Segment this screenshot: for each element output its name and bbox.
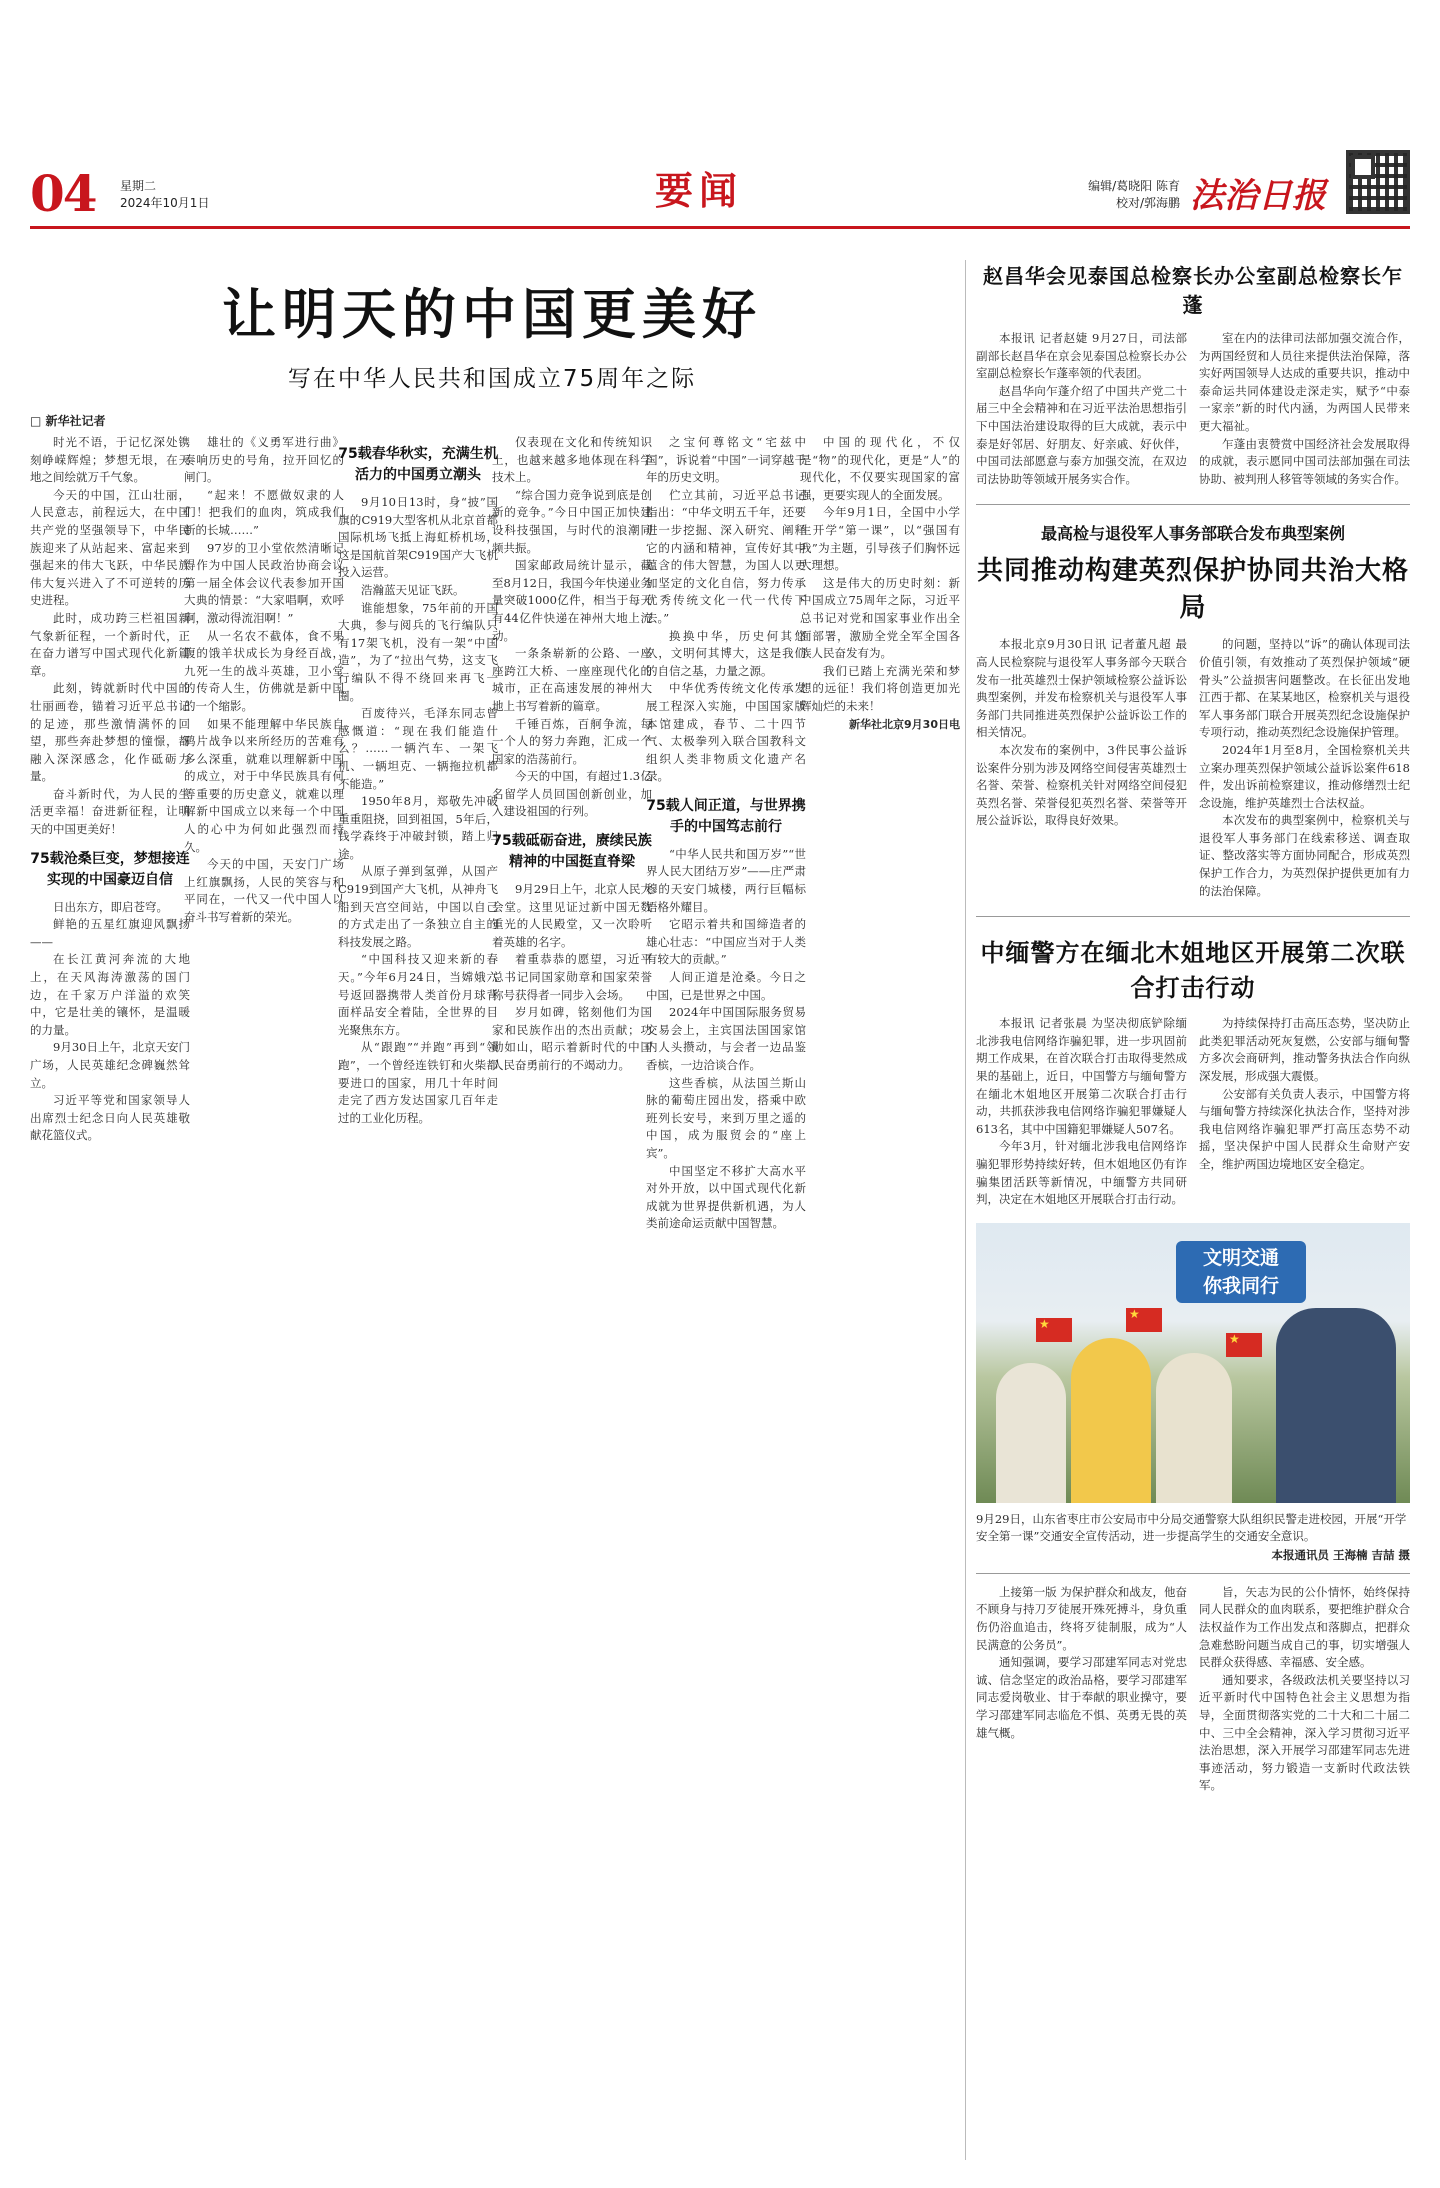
paragraph: 9月10日13时，身“披”国旗的C919大型客机从北京首都国际机场飞抵上海虹桥机场，这是国航首架C919国产大飞机投入运营。 xyxy=(338,495,498,580)
issue-date xyxy=(120,178,209,212)
lead-col2-paragraphs xyxy=(184,434,344,927)
paragraph: 今天的中国，天安门广场上红旗飘扬，人民的笑容与和平同在，一代又一代中国人以奋斗书写着新的荣光。 xyxy=(184,857,344,925)
lead-col5-paragraphs xyxy=(646,434,806,786)
paragraph: 从一名农不截体，食不果腹的饿羊状成长为身经百战，九死一生的战斗英雄，卫小堂的传奇人生，仿佛就是新中国的一个缩影。 xyxy=(184,628,344,713)
page-number: 04 xyxy=(30,164,96,223)
banner-line-2: 你我同行 xyxy=(1202,1274,1279,1297)
paragraph: 之宝何尊铭文“宅兹中国”，诉说着“中国”一词穿越千年的历史文明。 xyxy=(646,435,806,485)
story3-body xyxy=(976,636,1410,900)
paragraph: 从“跟跑”“并跑”再到“领跑”，一个曾经连铁钉和火柴都要进口的国家，用几十年时间走完了西方发达国家几百年走过的工业化历程。 xyxy=(338,1040,498,1125)
paragraph: 时光不语，于记忆深处镌刻峥嵘辉煌；梦想无垠，在天地之间绘就万千气象。 xyxy=(30,435,190,485)
lead-subhead: 写在中华人民共和国成立75周年之际 xyxy=(287,366,697,392)
story5-right xyxy=(1199,1584,1410,1795)
paragraph: 本报讯 记者赵婕 9月27日，司法部副部长赵昌华在京会见泰国总检察长办公室副总检察长乍蓬率领的代表团。 xyxy=(976,331,1187,381)
story3-right xyxy=(1199,636,1410,900)
photo-figure xyxy=(1276,1308,1396,1503)
date: 2024年10月1日 xyxy=(120,196,210,210)
story3-title: 共同推动构建英烈保护协同共治大格局 xyxy=(976,556,1409,624)
paragraph: “中华人民共和国万岁”“世界人民大团结万岁”——庄严肃穆的天安门城楼，两行巨幅标语格外耀目。 xyxy=(646,846,806,914)
paragraph: 今天的中国，有超过1.3亿名留学人员回国创新创业，加入建设祖国的行列。 xyxy=(492,769,652,819)
paragraph: 它昭示着共和国缔造者的雄心壮志：“中国应当对于人类有较大的贡献。” xyxy=(646,917,806,967)
paragraph: 公安部有关负责人表示，中国警方将与缅甸警方持续深化执法合作，坚持对涉我电信网络诈骗犯罪严打高压态势不动摇，坚决保护中国人民群众生命财产安全，维护两国边境地区安全稳定。 xyxy=(1199,1086,1410,1171)
paragraph: 奋斗新时代，为人民的生活更幸福！奋进新征程，让明天的中国更美好！ xyxy=(30,786,190,837)
lead-col6-paragraphs xyxy=(800,434,960,716)
paragraph: 通知要求，各级政法机关要坚持以习近平新时代中国特色社会主义思想为指导，全面贯彻落实党的二十大和二十届二中、三中全会精神，深入学习贯彻习近平法治思想，深入开展学习邵建军同志先进事迹活动，努力锻造一支新时代政法铁军。 xyxy=(1199,1672,1410,1793)
banner-line-1: 文明交通 xyxy=(1202,1246,1279,1269)
paragraph: 本次发布的案例中，3件民事公益诉讼案件分别为涉及网络空间侵害英雄烈士名誉、荣誉、检察机关针对网络空间侵犯英烈名誉、荣誉侵犯英烈名誉、荣誉等开展公益诉讼，取得良好效果。 xyxy=(976,742,1187,828)
paragraph: 此时，成功跨三栏祖国新气象新征程，一个新时代，正在奋力谱写中国式现代化新篇章。 xyxy=(30,610,190,678)
lead-col1-paragraphs xyxy=(30,434,190,839)
paragraph: 通知强调，要学习邵建军同志对党忠诚、信念坚定的政治品格，要学习邵建军同志爱岗敬业、甘于奉献的职业操守，要学习邵建军同志临危不惧、英勇无畏的英雄气概。 xyxy=(976,1655,1187,1740)
section-title: 要闻 xyxy=(655,168,744,213)
paragraph: 为持续保持打击高压态势，坚决防止此类犯罪活动死灰复燃，公安部与缅甸警方多次会商研判，推动警务执法合作向纵深发展，形成强大震慑。 xyxy=(1199,1016,1410,1084)
paragraph: 此刻，铸就新时代中国的壮丽画卷，锚着习近平总书记的足迹，那些激情满怀的回望，那些奔赴梦想的憧憬，都融入深深感念，化作砥砺力量。 xyxy=(30,681,190,784)
lead-col5b-paragraphs xyxy=(646,846,806,1233)
story5-left xyxy=(976,1584,1187,1795)
paragraph: “中国科技又迎来新的春天。”今年6月24日，当嫦娥六号返回器携带人类首份月球背面样品安全着陆，全世界的目光聚焦东方。 xyxy=(338,952,498,1037)
story2-left xyxy=(976,330,1187,488)
editors-line-2: 校对/郭海鹏 xyxy=(1115,196,1180,210)
lead-subheading-4: 75载人间正道，与世界携手的中国笃志前行 xyxy=(646,797,806,835)
lead-col3-paragraphs xyxy=(338,494,498,1127)
lead-column-5 xyxy=(646,434,806,2154)
lead-column-6 xyxy=(800,434,960,2154)
paragraph: 中国的现代化，不仅是“物”的现代化，更是“人”的现代化，不仅要实现国家的富强，更要实现人的全面发展。 xyxy=(800,435,960,502)
editor-credits xyxy=(1050,178,1180,212)
story3-kicker: 最高检与退役军人事务部联合发布典型案例 xyxy=(1040,524,1345,544)
story2-right xyxy=(1199,330,1410,488)
lead-byline: □ 新华社记者 xyxy=(30,414,106,428)
photo-credit: 本报通讯员 王海楠 吉喆 摄 xyxy=(1271,1547,1410,1562)
lead-column-2 xyxy=(184,434,344,2154)
newspaper-logo: 法治日报 xyxy=(1190,176,1326,216)
story4-left xyxy=(976,1015,1187,1209)
paragraph: 这些香槟，从法国兰斯山脉的葡萄庄园出发，搭乘中欧班列长安号，来到万里之遥的中国，成为服贸会的“座上宾”。 xyxy=(646,1075,806,1160)
photo-banner xyxy=(1176,1241,1306,1303)
paragraph: 的问题，坚持以“诉”的确认体现司法价值引领，有效推动了英烈保护领域“硬骨头”公益损害问题整改。在长征出发地江西于都、在某某地区，检察机关与退役军人事务部门联合开展英烈纪念设施保护专项行动，推动英烈纪念设施保护管理。 xyxy=(1199,637,1410,740)
paragraph: 浩瀚蓝天见证飞跃。 xyxy=(361,582,465,597)
weekday: 星期二 xyxy=(120,179,157,193)
story4-title: 中缅警方在缅北木姐地区开展第二次联合打击行动 xyxy=(980,939,1406,1003)
story2-body xyxy=(976,330,1410,488)
paragraph: 今年9月1日，全国中小学生开学“第一课”，以“强国有我”为主题，引导孩子们胸怀远大理想。 xyxy=(800,505,960,573)
paragraph: 习近平等党和国家领导人出席烈士纪念日向人民英雄敬献花篮仪式。 xyxy=(30,1093,190,1143)
paragraph: 中国坚定不移扩大高水平对外开放，以中国式现代化新成就为世界提供新机遇，为人类前途命运贡献中国智慧。 xyxy=(646,1163,806,1231)
paragraph: 乍蓬由衷赞赏中国经济社会发展取得的成就，表示愿同中国司法部加强在司法协助、被判刑人移管等领域的务实合作。 xyxy=(1199,436,1410,486)
flag-icon xyxy=(1126,1308,1162,1332)
paragraph: 本报讯 记者张晨 为坚决彻底铲除缅北涉我电信网络诈骗犯罪，进一步巩固前期工作成果，在首次联合打击取得斐然成果的基础上，近日，中国警方与缅甸警方在缅北木姐地区开展第二次联合打击行动，共抓获涉我电信网络诈骗犯罪嫌疑人613名，其中中国籍犯罪嫌疑人507名。 xyxy=(976,1016,1187,1136)
paragraph: 9月29日上午，北京人民大会堂。这里见证过新中国无数重光的人民殿堂，又一次聆听着英雄的名字。 xyxy=(492,882,652,949)
paragraph: 谁能想象，75年前的开国大典，参与阅兵的飞行编队只有17架飞机，没有一架“中国造”，为了“拉出气势，这支飞行编队不得不绕回来再飞一圈。 xyxy=(338,600,498,703)
paragraph: 国家邮政局统计显示，截至8月12日，我国今年快递业务量突破1000亿件，相当于每天有44亿件快递在神州大地上流动。 xyxy=(492,558,652,643)
paragraph: 97岁的卫小堂依然清晰记得作为中国人民政治协商会议第一届全体会议代表参加开国大典的情景：“大家唱啊，欢呼啊，激动得流泪啊！” xyxy=(184,540,344,625)
paragraph: 从原子弹到氢弹，从国产C919到国产大飞机，从神舟飞船到天宫空间站，中国以自己的方式走出了一条独立自主的科技发展之路。 xyxy=(338,864,498,949)
paragraph: 1950年8月，郑敬先冲破重重阻挠，回到祖国，5年后，钱学森终于冲破封锁，踏上归途。 xyxy=(338,794,498,861)
photo-figure xyxy=(1071,1338,1151,1503)
paragraph: 本次发布的典型案例中，检察机关与退役军人事务部门在线索移送、调查取证、整改落实等方面协同配合，形成英烈保护工作合力，为英烈保护提供更加有力的法治保障。 xyxy=(1199,813,1410,898)
story4-body xyxy=(976,1015,1410,1209)
lead-headline: 让明天的中国更美好 xyxy=(222,283,762,346)
paragraph: 本报北京9月30日讯 记者董凡超 最高人民检察院与退役军人事务部今天联合发布一批英雄烈士保护领域检察公益诉讼典型案例，并发布检察机关与退役军人事务部门共同推进英烈保护公益诉讼工作的相关情况。 xyxy=(976,637,1187,740)
paragraph: 旨，矢志为民的公仆情怀，始终保持同人民群众的血肉联系，要把维护群众合法权益作为工作出发点和落脚点，把群众急难愁盼问题当成自己的事，切实增强人民群众获得感、幸福感、安全感。 xyxy=(1199,1584,1410,1670)
paragraph: 赵昌华向乍蓬介绍了中国共产党二十届三中全会精神和在习近平法治思想指引下中国法治建设取得的巨大成就，表示中泰是好邻居、好朋友、好亲戚、好伙伴，中国司法部愿意与泰方加强交流，在双边司法协助等领域开展务实合作。 xyxy=(976,383,1187,486)
story2-title: 赵昌华会见泰国总检察长办公室副总检察长乍蓬 xyxy=(983,264,1403,317)
photo-figure xyxy=(996,1363,1066,1503)
lead-col1b-paragraphs xyxy=(30,899,190,1145)
paragraph: 百废待兴，毛泽东同志曾感慨道：“现在我们能造什么？……一辆汽车、一架飞机、一辆坦克、一辆拖拉机都不能造。” xyxy=(338,706,498,791)
masthead-divider xyxy=(30,226,1410,229)
paragraph: 一条条崭新的公路、一座座跨江大桥、一座座现代化的城市，正在高速发展的神州大地上书写着新的篇章。 xyxy=(492,646,652,713)
paragraph: 这是伟大的历史时刻：新中国成立75周年之际，习近平总书记对党和国家事业作出全面部署，激励全党全军全国各族人民奋发有为。 xyxy=(800,575,960,661)
divider xyxy=(976,916,1410,917)
editors-line-1: 编辑/葛晓阳 陈育 xyxy=(1088,179,1180,193)
lead-subheading-2: 75载春华秋实，充满生机活力的中国勇立潮头 xyxy=(338,446,498,483)
paragraph: 2024年1月至8月，全国检察机关共立案办理英烈保护领域公益诉讼案件618件，发出诉前检察建议，推动修缮烈士纪念设施，维护英雄烈士合法权益。 xyxy=(1199,742,1410,810)
paragraph: 中华优秀传统文化传承发展工程深入实施，中国国家版本馆建成，春节、二十四节气、太极拳列入联合国教科文组织人类非物质文化遗产名录。 xyxy=(646,681,806,784)
divider xyxy=(976,504,1410,505)
paragraph: 着重恭恭的愿望，习近平总书记同国家勋章和国家荣誉称号获得者一同步入会场。 xyxy=(492,952,652,1002)
flag-icon xyxy=(1226,1333,1262,1357)
lead-column-4 xyxy=(492,434,652,2154)
paragraph: 室在内的法律司法部加强交流合作，为两国经贸和人员往来提供法治保障，落实好两国领导人达成的重要共识，推动中泰命运共同体建设走深走实，赋予“中泰一家亲”新的时代内涵，为两国人民带来更大福祉。 xyxy=(1199,331,1410,433)
paragraph: 9月30日上午，北京天安门广场，人民英雄纪念碑巍然耸立。 xyxy=(30,1040,190,1090)
divider xyxy=(976,1573,1410,1574)
lead-subheading-3: 75载砥砺奋进，赓续民族精神的中国挺直脊梁 xyxy=(492,833,652,871)
lead-col4b-paragraphs xyxy=(492,881,652,1075)
story5-body xyxy=(976,1584,1410,1795)
paragraph: 我们已踏上充满光荣和梦想的远征！我们将创造更加光辉灿烂的未来！ xyxy=(800,663,960,713)
column-divider xyxy=(965,260,966,2160)
lead-column-1 xyxy=(30,434,190,2154)
paragraph: 雄壮的《义勇军进行曲》奏响历史的号角，拉开回忆的闸门。 xyxy=(184,435,344,485)
paragraph: 上接第一版 为保护群众和战友，他奋不顾身与持刀歹徒展开殊死搏斗，身负重伤仍浴血追击，终将歹徒制服，成为“人民满意的公务员”。 xyxy=(976,1584,1187,1652)
paragraph: 岁月如碑，铭刻他们为国家和民族作出的杰出贡献；功勋如山，昭示着新时代的中国人民奋勇前行的不竭动力。 xyxy=(492,1005,652,1072)
news-photo xyxy=(976,1223,1410,1503)
paragraph: 千锤百炼，百舸争流，每一个人的努力奔跑，汇成一个国家的浩荡前行。 xyxy=(492,716,652,766)
paragraph: 换换中华，历史何其悠久，文明何其博大，这是我们的自信之基，力量之源。 xyxy=(646,628,806,678)
photo-figure xyxy=(1156,1353,1232,1503)
flag-icon xyxy=(1036,1318,1072,1342)
paragraph: 在长江黄河奔流的大地上，在天风海涛激荡的国门边，在千家万户洋溢的欢笑中，它是壮美的镶怀，是温暖的力量。 xyxy=(30,952,190,1037)
lead-dateline: 新华社北京9月30日电 xyxy=(849,717,960,731)
lead-column-3 xyxy=(338,434,498,2154)
paragraph: 今天的中国，江山壮丽，人民意志，前程远大，在中国共产党的坚强领导下，中华民族迎来了从站起来、富起来到强起来的伟大飞跃，中华民族伟大复兴进入了不可逆转的历史进程。 xyxy=(30,487,190,608)
paragraph: 伫立其前，习近平总书记指出：“中华文明五千年，还要进一步挖掘、深入研究、阐释它的内涵和精神，宣传好其中蕴含的伟大智慧，为国人以更加坚定的文化自信，努力传承优秀传统文化一代一代传下去。” xyxy=(646,487,806,625)
paragraph: 人间正道是沧桑。今日之中国，已是世界之中国。 xyxy=(646,970,806,1002)
paragraph: 鲜艳的五星红旗迎风飘扬—— xyxy=(30,917,190,949)
paragraph: 日出东方，即启苍穹。 xyxy=(53,899,168,914)
lead-col4-paragraphs xyxy=(492,434,652,821)
paragraph: 今年3月，针对缅北涉我电信网络诈骗犯罪形势持续好转，但木姐地区仍有诈骗集团活跃等新情况，中缅警方共同研判，决定在木姐地区开展联合打击行动。 xyxy=(976,1139,1187,1207)
qr-code-icon xyxy=(1346,150,1410,214)
photo-caption: 9月29日，山东省枣庄市公安局市中分局交通警察大队组织民警走进校园，开展“开学安全第一课”交通安全宣传活动，进一步提高学生的交通安全意识。 xyxy=(976,1511,1407,1543)
story3-left xyxy=(976,636,1187,900)
right-column xyxy=(976,260,1410,1795)
paragraph: “起来！不愿做奴隶的人们！把我们的血肉，筑成我们新的长城……” xyxy=(184,487,344,537)
story4-right xyxy=(1199,1015,1410,1209)
paragraph: 2024年中国国际服务贸易交易会上，主宾国法国国家馆内人头攒动，与会者一边品鉴香槟，一边洽谈合作。 xyxy=(646,1005,806,1072)
paragraph: 仅表现在文化和传统知识上，也越来越多地体现在科学技术上。 xyxy=(492,435,652,485)
masthead xyxy=(30,150,1410,222)
paragraph: “综合国力竞争说到底是创新的竞争。”今日中国正加快建设科技强国，与时代的浪潮同频共振。 xyxy=(492,487,652,555)
lead-subheading-1: 75载沧桑巨变，梦想接连实现的中国豪迈自信 xyxy=(30,850,190,888)
paragraph: 如果不能理解中华民族自鸦片战争以来所经历的苦难有多么深重，就难以理解新中国的成立，对于中华民族具有何等重要的历史意义，就难以理解新中国成立以来每一个中国人的心中为何如此强烈而持久。 xyxy=(184,716,344,854)
